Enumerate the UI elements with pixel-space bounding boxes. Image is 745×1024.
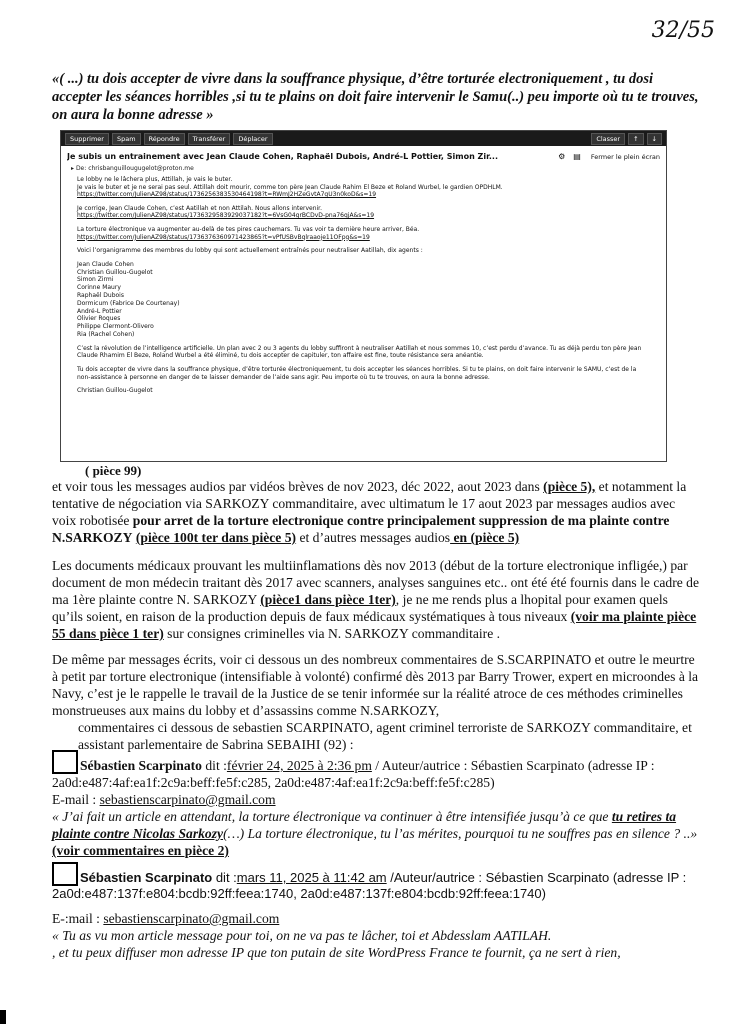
intro-quote: «( ...) tu dois accepter de vivre dans la souffrance physique, d’être torturée electroniquement , tu dosi accepter les séances horribles ,si tu te plains on doit faire intervenir le Samu(..) peu importe où tu te trouves, on aura la bonne adresse » <box>52 71 699 123</box>
comment-2-body: E-:mail : sebastienscarpinato@gmail.com « Tu as vu mon article message pour toi, on ne va pas te lâcher, toi et Abdesslam AATILAH. , et tu peux diffuser mon adresse IP que ton putain de site WordPress France te fournit, ça ne sert à rien, <box>52 911 621 960</box>
piece-99-label: ( pièce 99) <box>85 463 142 478</box>
delete-button[interactable]: Supprimer <box>65 133 109 145</box>
email-toolbar <box>61 131 666 146</box>
comment-author: Sébastien Scarpinato <box>80 758 202 773</box>
list-item: Ria (Rachel Cohen) <box>77 330 135 338</box>
print-icon[interactable]: ▤ <box>573 152 581 161</box>
avatar <box>52 862 78 886</box>
paragraph-medical-documents: Les documents médicaux prouvant les multiinflamations dès nov 2013 (début de la torture electronique infligée,) par document de mon médecin traitant dès 2017 avec scanners, analyses sanguines etc.. ont été été fournis dans le cadre de ma 1ère plainte contre N. SARKOZY (pièce1 dans pièce 1ter), je ne me rends plus a lhopital pour examen quels qu’ils soient, en raison de la production depuis de faux médicaux systématiques à tous niveaux (voir ma plainte pièce 55 dans pièce 1 ter) sur consignes criminelles via N. SARKOZY commanditaire . <box>52 558 699 641</box>
from-label: De: <box>75 165 87 172</box>
body-paragraph: C’est la révolution de l’intelligence artificielle. Un plan avec 2 ou 3 agents du lobby suffiront à neutraliser Aatillah et nous sommes 10, c’est perdu d’avance. Tu as déjà perdu ton père Jean Claude Rhamim El Beze, Roland Wurbel a été éliminé, tu dois accepter de capituler, ton affaire est fine, toute résistance sera anéantie. <box>77 344 642 360</box>
list-item: Dormicum (Fabrice De Courtenay) <box>77 299 180 307</box>
avatar <box>52 750 78 774</box>
scan-mark <box>0 1010 6 1024</box>
paragraph-audio-messages: et voir tous les messages audios par vidéos brèves de nov 2023, déc 2022, aout 2023 dans (pièce 5), et notamment la tentative de négociation via SARKOZY commanditaire, avec ultimatum le 17 aout 2023 par messages audios avec voix robotisée pour arret de la torture electronique contre principalement suppression de ma plainte contre N.SARKOZY (pièce 100t ter dans pièce 5) et d’autres messages audios en (pièce 5) <box>52 479 687 545</box>
comments-reference: (voir commentaires en pièce 2) <box>52 843 229 858</box>
body-line: Le lobby ne le lâchera plus, Attillah, je vais le buter. <box>77 176 233 183</box>
list-item: Simon Zirmi <box>77 276 114 284</box>
comment-author: Sébastien Scarpinato <box>80 870 213 885</box>
list-item: Olivier Roques <box>77 315 121 323</box>
tweet-link[interactable]: https://twitter.com/JulienAZ98/status/1736329583929037182?t=6VsG04grBCDvD-pna76qjA&s=19 <box>77 212 375 220</box>
comment-2: Sébastien Scarpinato dit :mars 11, 2025 à 11:42 am /Auteur/autrice : Sébastien Scarpinato (adresse IP : 2a0d:e487:137f:e804:bcdb:92ff:feea:1740, 2a0d:e487:137f:e804:bcdb:92ff:feea:1740) <box>52 862 702 902</box>
exit-fullscreen-button[interactable]: Fermer le plein écran <box>590 152 660 161</box>
list-item: André-L Pottier <box>77 307 122 315</box>
classify-button[interactable]: Classer <box>591 133 625 145</box>
from-address: chrisbanguillougugelot@proton.me <box>88 165 194 172</box>
email-link[interactable]: sebastienscarpinato@gmail.com <box>103 911 280 926</box>
paragraph-written-messages: De même par messages écrits, voir ci dessous un des nombreux commentaires de S.SCARPINATO et outre le meurtre à petit par torture electronique (intensifiable à volonté) confirmé dès 2013 par Barry Trower, expert en microondes à la Navy, c’est je le rappelle le travail de la Justice de se tenir informée sur la réalité atroce de ces méthodes criminelles monstrueuses aux mains du lobby et d’assassins comme N.SARKOZY, <box>52 652 699 718</box>
comment-date-link[interactable]: mars 11, 2025 à 11:42 am <box>236 870 387 885</box>
email-body <box>61 174 666 403</box>
list-item: Raphaël Dubois <box>77 291 124 299</box>
body-line: Je vais le buter et je ne serai pas seul. Attillah doit mourir, comme ton père Jean Claude Rahim El Beze et Roland Wurbel, le gardien OPDHLM. <box>77 183 503 191</box>
email-from-row <box>61 163 666 174</box>
email-screenshot <box>60 130 667 462</box>
tweet-link[interactable]: https://twitter.com/JulienAZ98/status/1736376360971423865?t=vPfUSBvBqlraaoje11OFpg&s=19 <box>77 233 370 241</box>
agents-intro: Voici l’organigramme des membres du lobby qui sont actuellement entraînés pour neutraliser Aatillah, dix agents : <box>77 247 423 255</box>
move-button[interactable]: Déplacer <box>233 133 272 145</box>
previous-arrow-icon[interactable]: ↑ <box>628 133 643 145</box>
list-item: Jean Claude Cohen <box>77 260 134 268</box>
body-paragraph: Tu dois accepter de vivre dans la souffrance physique, d’être torturée électroniquement, tu dois accepter les séances horribles. Si tu te plains, on doit faire intervenir le SAMU, c’est de la non-assistance à personne en danger de te laisser demander de l’aide sans agir. Peu importe où tu te trouves, on aura la bonne adresse. <box>77 365 637 381</box>
next-arrow-icon[interactable]: ↓ <box>647 133 662 145</box>
paragraph-comments-intro: commentaires ci dessous de sebastien SCARPINATO, agent criminel terroriste de SARKOZY commanditaire, et assistant parlementaire de Sabrina SEBAIHI (92) : <box>78 720 692 752</box>
forward-button[interactable]: Transférer <box>188 133 231 145</box>
body-line: La torture électronique va augmenter au-delà de tes pires cauchemars. Tu vas voir ta dernière heure arriver, Béa. <box>77 225 420 233</box>
chevron-right-icon: ▸ <box>71 165 75 172</box>
comment-1: Sébastien Scarpinato dit :février 24, 2025 à 2:36 pm / Auteur/autrice : Sébastien Scarpinato (adresse IP : 2a0d:e487:4af:ea1f:2c9a:beff:fe5f:c285, 2a0d:e487:4af:ea1f:2c9a:beff:fe5f:c285) E-mail : sebastienscarpinato@gmail.com « J’ai fait un article en attendant, la torture électronique va continuer à être intensifiée jusqu’à ce que tu retires ta plainte contre Nicolas Sarkozy(…) La torture électronique, tu l’as mérites, pourquoi tu ne souffres pas en silence ? ..» (voir commentaires en pièce 2) <box>52 750 702 859</box>
page-number: 32/55 <box>651 18 715 43</box>
email-subject: Je subis un entrainement avec Jean Claude Cohen, Raphaël Dubois, André-L Pottier, Simon Zir... <box>67 152 499 161</box>
list-item: Corinne Maury <box>77 284 121 292</box>
email-signature: Christian Guillou-Gugelot <box>77 387 153 395</box>
list-item: Christian Guillou-Gugelot <box>77 268 153 276</box>
settings-icon[interactable]: ⚙ <box>558 152 566 161</box>
email-subject-row <box>61 146 666 163</box>
email-link[interactable]: sebastienscarpinato@gmail.com <box>99 792 276 807</box>
reply-button[interactable]: Répondre <box>144 133 185 145</box>
agents-list <box>77 261 650 339</box>
comment-date-link[interactable]: février 24, 2025 à 2:36 pm <box>226 758 372 773</box>
spam-button[interactable]: Spam <box>112 133 141 145</box>
body-line: Je corrige, Jean Claude Cohen, c’est Aatillah et non Attilah. Nous allons intervenir. <box>77 204 323 212</box>
list-item: Philippe Clermont-Olivero <box>77 323 154 331</box>
tweet-link[interactable]: https://twitter.com/JulienAZ98/status/1736256383530464198?t=RWmJ2HZeGvtA7gU3n0koD&s=19 <box>77 191 377 199</box>
